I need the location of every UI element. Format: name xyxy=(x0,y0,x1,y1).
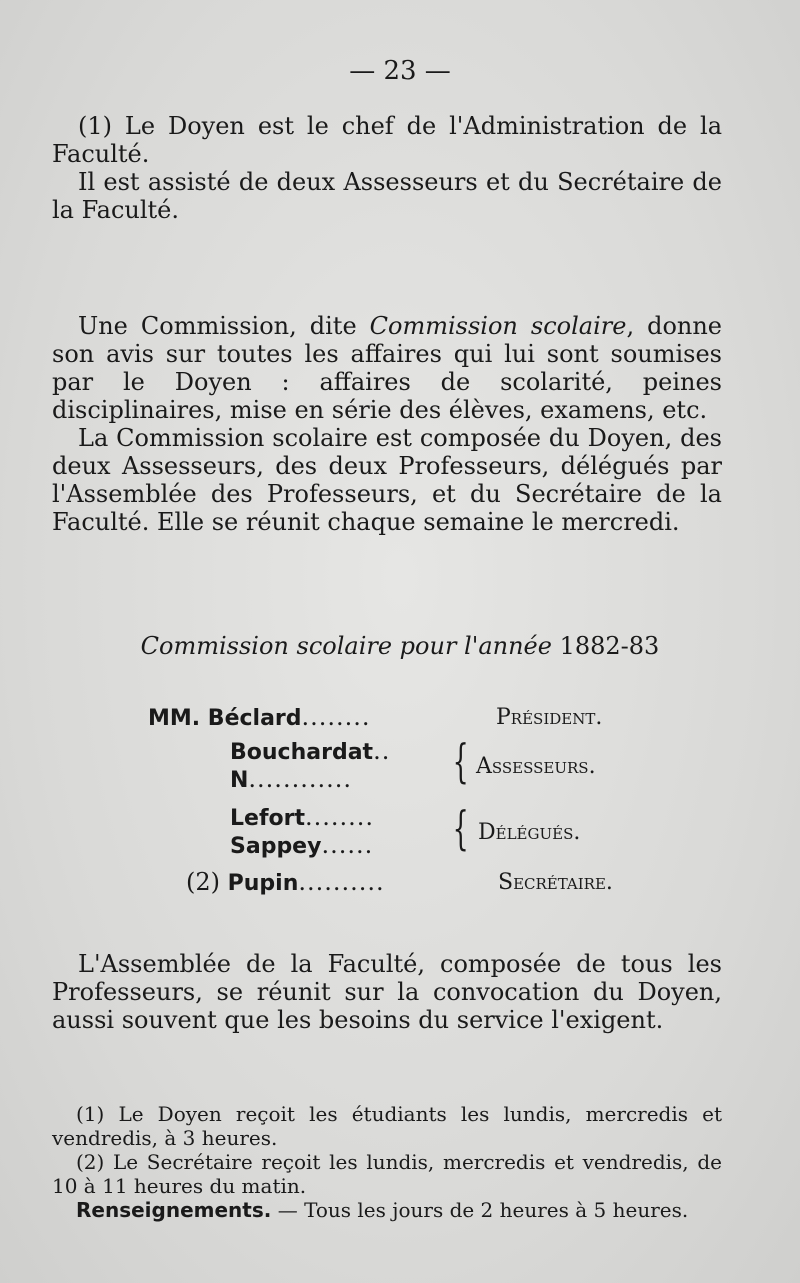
president-dots: ........ xyxy=(301,703,371,731)
delegates-role: Délégués. xyxy=(478,820,581,845)
commission-description xyxy=(52,312,722,424)
secretary-role: Secrétaire. xyxy=(498,870,613,895)
paragraph-dean xyxy=(52,112,722,224)
dean-assisted-sentence: Il est assisté de deux Assesseurs et du Secrétaire de la Faculté. xyxy=(52,168,722,224)
footnote-1: (1) Le Doyen reçoit les étudiants les lundis, mercredis et vendredis, à 3 heures. xyxy=(52,1102,722,1150)
footnote-info xyxy=(52,1198,722,1222)
commission-suffix: , donne son avis sur toutes les affaires qui lui sont soumises par le Doyen : affaires de scolarité, peines disciplinaires, mise en série des élèves, examens, etc. xyxy=(52,312,723,424)
delegate1-name: Lefort xyxy=(230,806,305,831)
assessor1-name: Bouchardat xyxy=(230,740,374,765)
footnotes xyxy=(52,1102,722,1222)
paragraph-assembly xyxy=(52,950,722,1034)
member-row-president xyxy=(148,703,371,731)
assessors-role: Assesseurs. xyxy=(476,754,596,779)
president-name: Béclard xyxy=(207,706,302,731)
assessor2-dots: ............ xyxy=(248,765,352,793)
secretary-note-ref: (2) xyxy=(186,868,220,896)
president-role: Président. xyxy=(496,705,603,730)
assessors-brace: { xyxy=(452,734,469,788)
footnote-2: (2) Le Secrétaire reçoit les lundis, mercredis et vendredis, de 10 à 11 heures du matin. xyxy=(52,1150,722,1198)
commission-prefix: Une Commission, dite xyxy=(78,312,370,340)
secretary-dots: .......... xyxy=(298,868,385,896)
members-prefix: MM. xyxy=(148,706,201,731)
member-row-secretary xyxy=(186,868,385,896)
paragraph-commission xyxy=(52,312,722,536)
member-row-delegate2 xyxy=(230,831,373,859)
commission-composition: La Commission scolaire est composée du Doyen, des deux Assesseurs, des deux Professeurs, délégués par l'Assemblée des Professeurs, et du Secrétaire de la Faculté. Elle se réunit chaque semaine le mercredi. xyxy=(52,424,722,536)
commission-title-italic: Commission scolaire pour l'année xyxy=(140,632,552,660)
delegate1-dots: ........ xyxy=(305,803,375,831)
dean-sentence: (1) Le Doyen est le chef de l'Administration de la Faculté. xyxy=(52,112,722,168)
member-row-assessor1 xyxy=(230,737,390,765)
commission-year: 1882-83 xyxy=(559,632,660,660)
delegates-brace: { xyxy=(452,801,469,855)
member-row-delegate1 xyxy=(230,803,374,831)
assembly-text: L'Assemblée de la Faculté, composée de tous les Professeurs, se réunit sur la convocation du Doyen, aussi souvent que les besoins du service l'exigent. xyxy=(52,950,722,1034)
assessor1-dots: .. xyxy=(373,737,391,765)
secretary-name: Pupin xyxy=(227,871,299,896)
info-label: Renseignements. xyxy=(76,1198,272,1222)
assessor2-name: N xyxy=(230,768,249,793)
delegate2-name: Sappey xyxy=(230,834,322,859)
page-number: — 23 — xyxy=(349,56,451,86)
info-text: — Tous les jours de 2 heures à 5 heures. xyxy=(271,1198,689,1222)
commission-title xyxy=(0,632,800,660)
delegate2-dots: ...... xyxy=(321,831,374,859)
member-row-assessor2 xyxy=(230,765,352,793)
commission-name-italic: Commission scolaire xyxy=(369,312,627,340)
